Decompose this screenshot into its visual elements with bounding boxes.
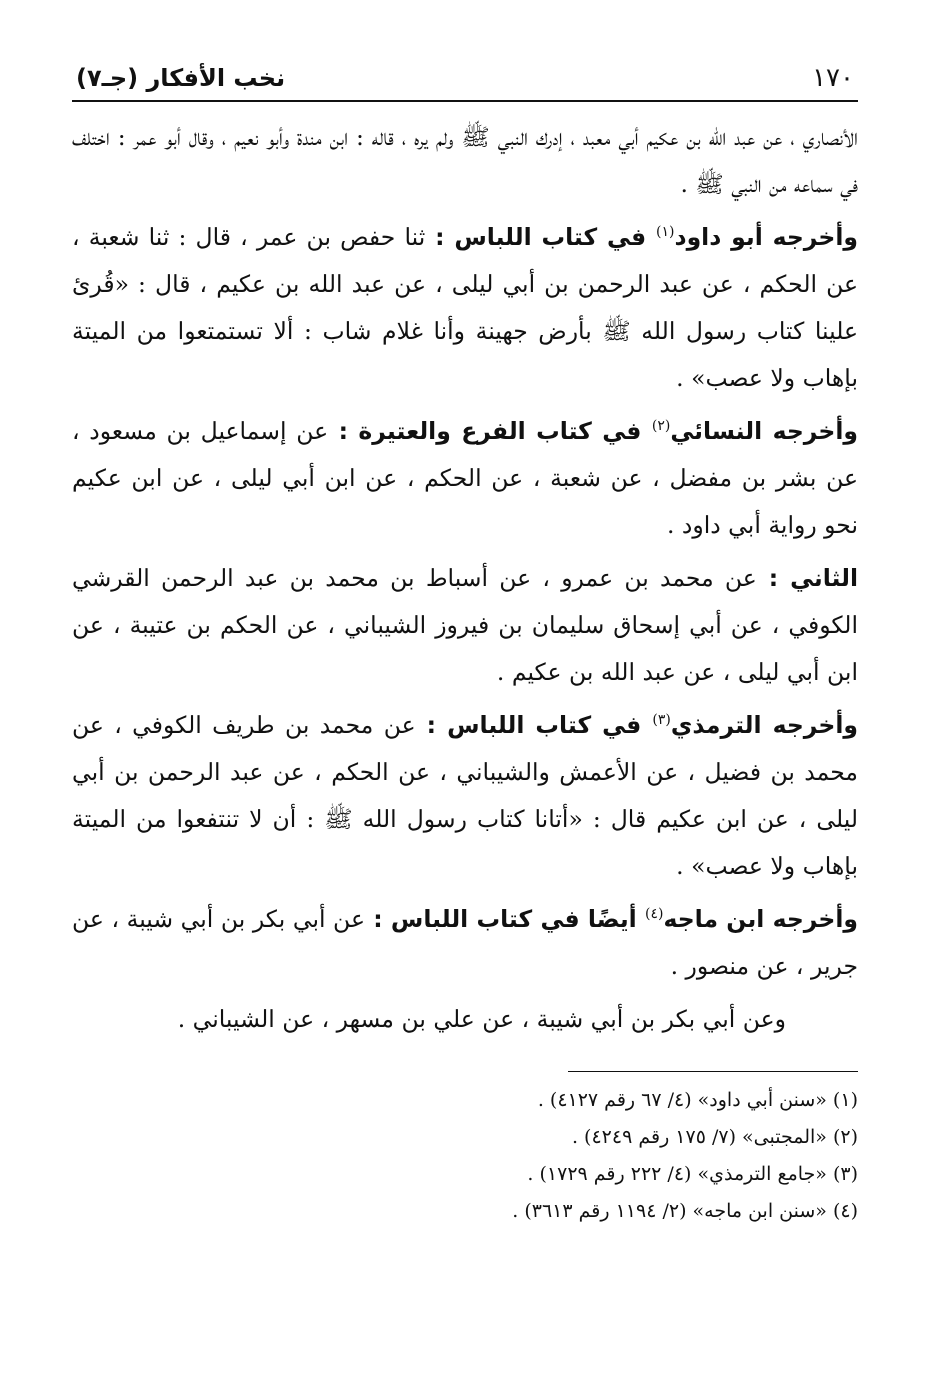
paragraph-1: الأنصاري ، عن عبد الله بن عكيم أبي معبد ، إدرك النبي ﷺ ولم يره ، قاله : ابن مندة وأبو نعيم ، وقال أبو عمر : اختلف في سماعه من النبي ﷺ . bbox=[72, 123, 858, 198]
running-header bbox=[72, 56, 858, 102]
footnote-ref-2: (٢) bbox=[651, 418, 671, 435]
main-text bbox=[72, 114, 858, 1043]
paragraph-6-lead: وأخرجه ابن ماجه bbox=[663, 905, 858, 933]
paragraph-3 bbox=[72, 408, 858, 549]
paragraph-7: وعن أبي بكر بن أبي شيبة ، عن علي بن مسهر ، عن الشيباني . bbox=[177, 1005, 786, 1033]
paragraph-3-book: في كتاب الفرع والعتيرة : bbox=[328, 417, 652, 445]
book-title: نخب الأفكار (جـ٧) bbox=[76, 64, 286, 92]
footnote-3: (٣) «جامع الترمذي» (٤/ ٢٢٢ رقم ١٧٢٩) . bbox=[527, 1163, 858, 1185]
paragraph-6 bbox=[72, 896, 858, 990]
paragraph-3-lead: وأخرجه النسائي bbox=[670, 417, 858, 445]
paragraph-5 bbox=[72, 702, 858, 890]
paragraph-6-book: أيضًا في كتاب اللباس : bbox=[364, 905, 645, 933]
footnote-ref-1: (١) bbox=[656, 224, 675, 241]
page bbox=[72, 56, 858, 1230]
footnote-2: (٢) «المجتبى» (٧/ ١٧٥ رقم ٤٢٤٩) . bbox=[571, 1126, 858, 1148]
footnote-ref-3: (٣) bbox=[652, 712, 671, 729]
paragraph-4 bbox=[72, 555, 858, 696]
page-number: ١٧٠ bbox=[812, 63, 854, 93]
footnote-ref-4: (٤) bbox=[645, 906, 664, 923]
footnote-divider bbox=[568, 1071, 858, 1072]
paragraph-2-lead: وأخرجه أبو داود bbox=[674, 223, 859, 251]
paragraph-2 bbox=[72, 214, 858, 402]
paragraph-4-lead: الثاني : bbox=[756, 564, 858, 592]
paragraph-5-lead: وأخرجه الترمذي bbox=[670, 711, 859, 739]
paragraph-5-book: في كتاب اللباس : bbox=[415, 711, 653, 739]
paragraph-2-book: في كتاب اللباس : bbox=[425, 223, 657, 251]
paragraph-2-text: ثنا حفص بن عمر ، قال : ثنا شعبة ، عن الحكم ، عن عبد الرحمن بن أبي ليلى ، عن عبد الله بن عكيم ، قال : «قُرئ علينا كتاب رسول الله ﷺ بأرض جهينة وأنا غلام شاب : ألا تستمتعوا من الميتة بإهاب ولا عصب» . bbox=[72, 223, 858, 392]
footnotes bbox=[72, 1082, 858, 1230]
paragraph-6-text: عن أبي بكر بن أبي شيبة ، عن جرير ، عن منصور . bbox=[72, 905, 858, 980]
paragraph-3-text: عن إسماعيل بن مسعود ، عن بشر بن مفضل ، عن شعبة ، عن الحكم ، عن ابن أبي ليلى ، عن ابن عكيم نحو رواية أبي داود . bbox=[72, 417, 858, 539]
footnote-4: (٤) «سنن ابن ماجه» (٢/ ١١٩٤ رقم ٣٦١٣) . bbox=[512, 1200, 858, 1222]
paragraph-5-text: عن محمد بن طريف الكوفي ، عن محمد بن فضيل ، عن الأعمش والشيباني ، عن الحكم ، عن عبد الرحمن بن أبي ليلى ، عن ابن عكيم قال : «أتانا كتاب رسول الله ﷺ : أن لا تنتفعوا من الميتة بإهاب ولا عصب» . bbox=[72, 711, 858, 880]
footnote-1: (١) «سنن أبي داود» (٤/ ٦٧ رقم ٤١٢٧) . bbox=[537, 1089, 858, 1111]
paragraph-4-text: عن محمد بن عمرو ، عن أسباط بن محمد بن عبد الرحمن القرشي الكوفي ، عن أبي إسحاق سليمان بن فيروز الشيباني ، عن الحكم بن عتيبة ، عن ابن أبي ليلى ، عن عبد الله بن عكيم . bbox=[72, 564, 858, 686]
